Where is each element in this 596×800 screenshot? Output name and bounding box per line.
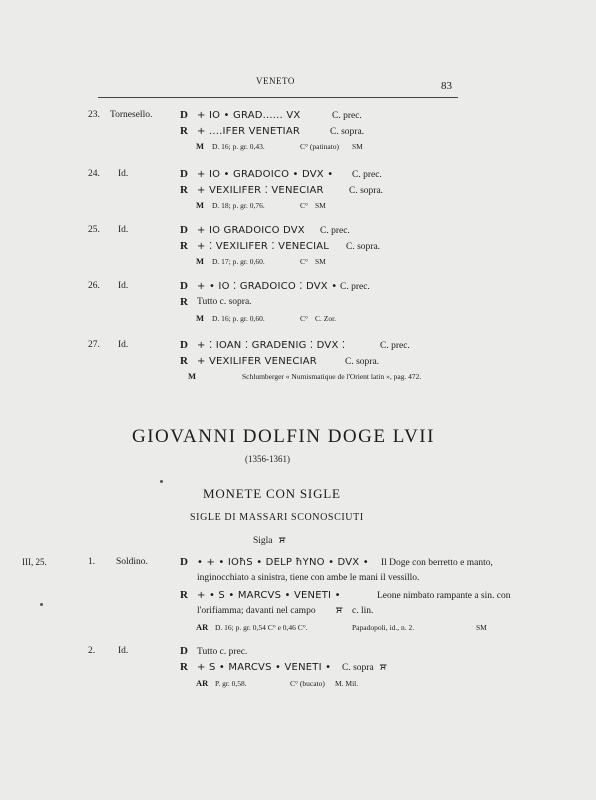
- section-dates: (1356-1361): [245, 454, 290, 464]
- condition: C°: [300, 201, 309, 210]
- reverse-symbol: R: [180, 355, 188, 367]
- metal: M: [188, 371, 197, 381]
- collection: SM: [315, 257, 326, 266]
- sigla-mark: ਸ: [279, 536, 286, 546]
- condition: C° (bucato): [290, 679, 325, 688]
- running-header: VENETO: [256, 76, 295, 86]
- reverse-legend: + S • MARCVS • VENETI •: [197, 662, 332, 673]
- collection: SM: [315, 201, 326, 210]
- reverse-symbol: R: [180, 125, 188, 137]
- entry-number: 25.: [88, 225, 100, 235]
- measurements: D. 16; p. gr. 0,60.: [212, 314, 265, 323]
- reverse-symbol: R: [180, 661, 188, 673]
- entry-number: 26.: [88, 281, 100, 291]
- condition: C°: [300, 257, 309, 266]
- entry-name: Id.: [118, 281, 129, 291]
- obverse-symbol: D: [180, 339, 188, 351]
- collection: M. Mil.: [335, 679, 359, 688]
- condition: C° (patinato): [300, 142, 340, 151]
- page-number: 83: [441, 80, 452, 92]
- obverse-desc: C. prec.: [380, 341, 410, 351]
- obverse-desc: Tutto c. prec.: [197, 647, 248, 657]
- scan-speck: [40, 603, 43, 606]
- obverse-desc: C. prec.: [340, 282, 370, 292]
- obverse-desc: Il Doge con berretto e manto,: [381, 558, 493, 568]
- obverse-symbol: D: [180, 109, 188, 121]
- obverse-symbol: D: [180, 224, 188, 236]
- obverse-legend: + IO • GRADOICO • DVX •: [197, 169, 334, 180]
- metal: M: [196, 200, 205, 210]
- entry-name: Id.: [118, 340, 129, 350]
- metal: M: [196, 313, 205, 323]
- collection: SM: [476, 623, 487, 632]
- obverse-legend: + • IO ⁚ GRADOICO ⁚ DVX •: [197, 281, 338, 292]
- obverse-legend: + IO • GRAD...... VX: [197, 110, 301, 121]
- obverse-desc: C. prec.: [320, 226, 350, 236]
- obverse-legend: + IO GRADOICO DVX: [197, 225, 305, 236]
- reverse-legend: + ⁚ VEXILIFER ⁚ VENECIAL: [197, 241, 330, 252]
- measurements: D. 16; p. gr. 0,43.: [212, 142, 265, 151]
- collection: SM: [352, 142, 363, 151]
- section-subsubtitle: SIGLE DI MASSARI SCONOSCIUTI: [190, 512, 364, 523]
- entry-name: Id.: [118, 646, 129, 656]
- measurements: D. 18; p. gr. 0,76.: [212, 201, 265, 210]
- obverse-desc: C. prec.: [332, 111, 362, 121]
- reverse-desc: Leone nimbato rampante a sin. con: [377, 591, 511, 601]
- collection: Schlumberger « Numismatique de l'Orient latin », pag. 472.: [242, 372, 422, 381]
- reverse-desc: l'orifiamma; davanti nel campo: [197, 606, 316, 616]
- reverse-legend: + VEXILIFER ⁚ VENECIAR: [197, 185, 324, 196]
- obverse-desc: C. prec.: [352, 170, 382, 180]
- reverse-symbol: R: [180, 296, 188, 308]
- obverse-legend: + ⁚ IOAN ⁚ GRADENIG ⁚ DVX ⁚: [197, 340, 346, 351]
- reverse-symbol: R: [180, 589, 188, 601]
- obverse-symbol: D: [180, 556, 188, 568]
- reverse-legend: + • S • MARCVS • VENETI •: [197, 590, 341, 601]
- measurements: D. 17; p. gr. 0,60.: [212, 257, 265, 266]
- entry-number: 1.: [88, 557, 96, 567]
- reverse-desc: C. sopra.: [349, 186, 384, 196]
- scan-speck: [160, 480, 163, 483]
- measurements: D. 16; p. gr. 0,54 C° e 0,46 C°.: [215, 623, 308, 632]
- sigla-mark: ਸ: [380, 663, 387, 673]
- reverse-desc: C. sopra: [342, 663, 374, 673]
- plate-reference: III, 25.: [22, 557, 47, 567]
- collection: C. Zor.: [315, 314, 337, 323]
- reverse-desc: C. sopra.: [330, 127, 365, 137]
- reverse-legend: + ....IFER VENETIAR: [197, 126, 301, 137]
- entry-number: 23.: [88, 110, 100, 120]
- condition: C°: [300, 314, 309, 323]
- obverse-desc: inginocchiato a sinistra, tiene con ambe le mani il vessillo.: [197, 573, 420, 583]
- section-subtitle: MONETE CON SIGLE: [203, 486, 341, 501]
- reverse-legend: + VEXILIFER VENECIAR: [197, 356, 317, 367]
- reverse-desc: C. sopra.: [346, 242, 381, 252]
- measurements: P. gr. 0,58.: [215, 679, 247, 688]
- obverse-symbol: D: [180, 645, 188, 657]
- sigla-label: Sigla: [253, 536, 273, 546]
- section-title: GIOVANNI DOLFIN DOGE LVII: [132, 426, 435, 447]
- header-rule: [98, 97, 458, 98]
- entry-name: Soldino.: [116, 557, 148, 567]
- entry-name: Id.: [118, 169, 129, 179]
- metal: M: [196, 256, 205, 266]
- reverse-symbol: R: [180, 184, 188, 196]
- entry-name: Id.: [118, 225, 129, 235]
- entry-name: Tornesello.: [110, 110, 153, 120]
- entry-number: 2.: [88, 646, 96, 656]
- reverse-desc: c. lin.: [352, 606, 374, 616]
- obverse-legend: • + • IOħS • DELP ħYNO • DVX •: [197, 557, 369, 568]
- entry-number: 27.: [88, 340, 100, 350]
- sigla-mark: ਸ: [336, 606, 343, 616]
- entry-number: 24.: [88, 169, 100, 179]
- reverse-symbol: R: [180, 240, 188, 252]
- reverse-desc: Tutto c. sopra.: [197, 297, 252, 307]
- obverse-symbol: D: [180, 280, 188, 292]
- metal: M: [196, 141, 205, 151]
- source: Papadopoli, id., n. 2.: [352, 623, 415, 632]
- obverse-symbol: D: [180, 168, 188, 180]
- metal: AR: [196, 678, 209, 688]
- reverse-desc: C. sopra.: [345, 357, 380, 367]
- metal: AR: [196, 622, 209, 632]
